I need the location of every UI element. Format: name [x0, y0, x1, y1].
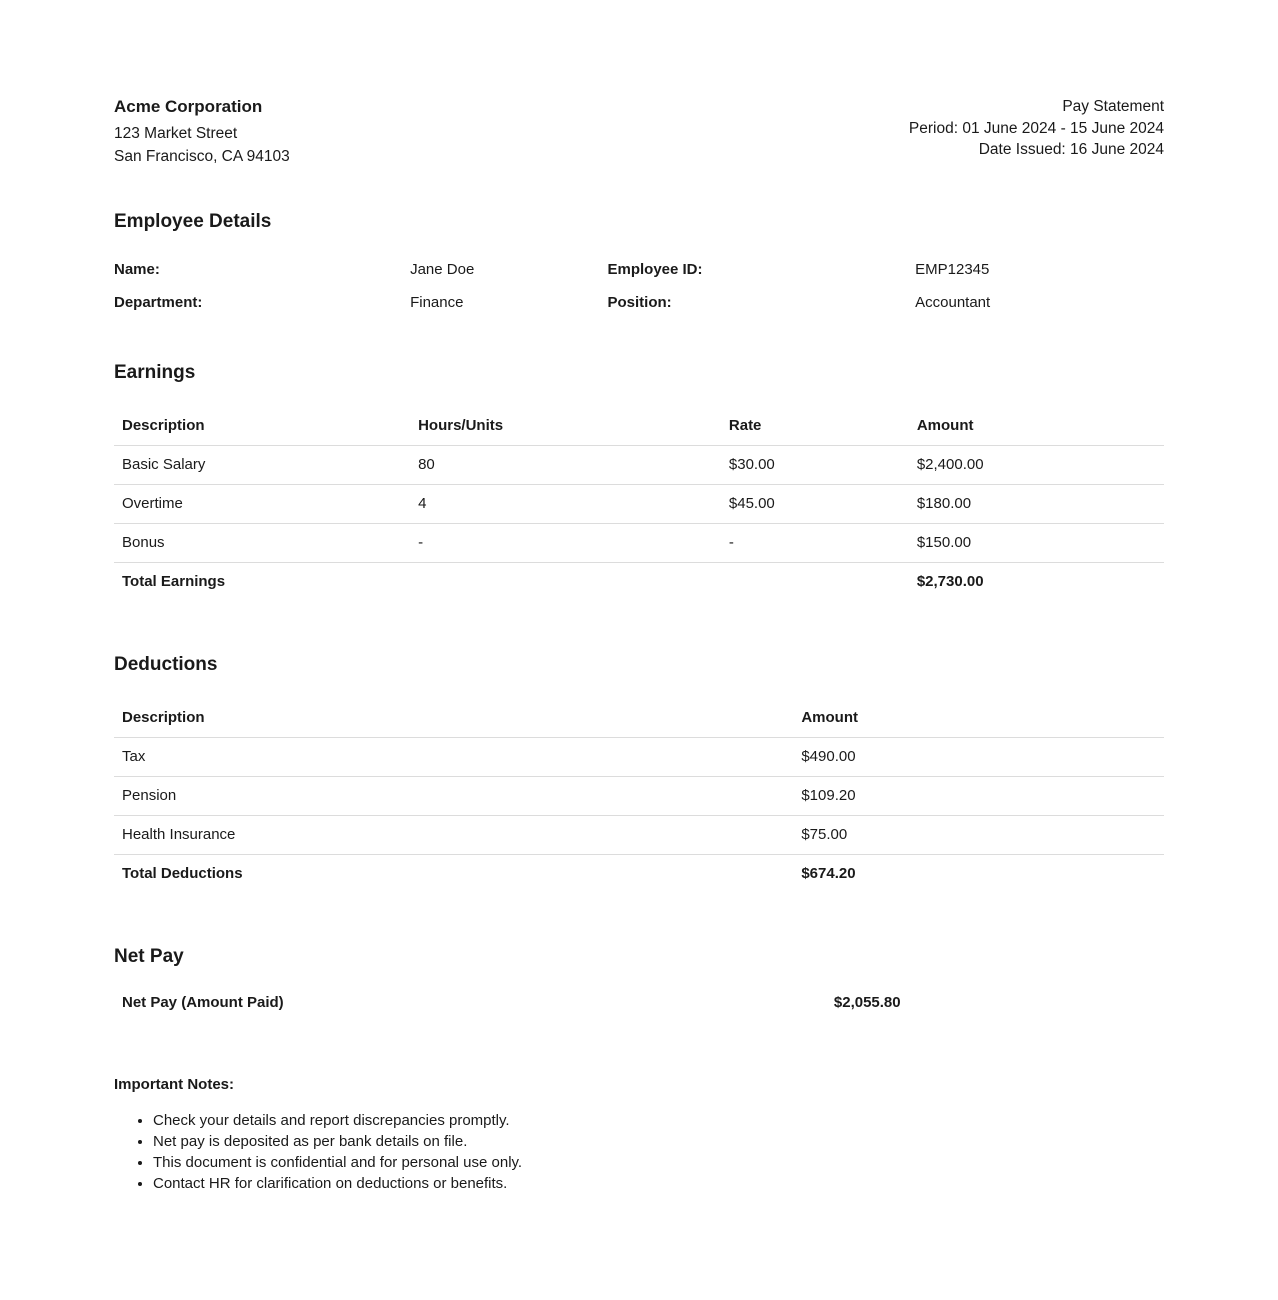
cell-description: Tax — [114, 738, 793, 777]
earnings-header-row — [114, 407, 1164, 446]
earnings-total-label: Total Earnings — [122, 573, 226, 590]
statement-date-issued: Date Issued: 16 June 2024 — [978, 141, 1164, 158]
deductions-row-pension — [114, 777, 1164, 816]
deductions-total-label: Total Deductions — [122, 865, 243, 882]
deductions-total-row — [114, 855, 1164, 894]
deductions-table — [114, 699, 1164, 893]
cell-description: Health Insurance — [114, 816, 793, 855]
company-address-line1: 123 Market Street — [114, 125, 238, 142]
cell-amount: $150.00 — [909, 524, 1164, 563]
cell-rate: $45.00 — [721, 485, 909, 524]
cell-description: Basic Salary — [114, 446, 410, 485]
deductions-row-tax — [114, 738, 1164, 777]
employee-department-value: Finance — [410, 294, 464, 311]
deductions-row-health-insurance — [114, 816, 1164, 855]
note-item: • Contact HR for clarification on deductions or benefits. — [153, 1173, 1164, 1194]
earnings-col-rate: Rate — [721, 407, 909, 446]
cell-hours-units: - — [410, 524, 721, 563]
earnings-row-overtime — [114, 485, 1164, 524]
cell-hours-units: 80 — [410, 446, 721, 485]
net-pay-amount: $2,055.80 — [833, 994, 901, 1011]
company-address — [114, 122, 290, 168]
earnings-total-row — [114, 563, 1164, 602]
important-notes-list — [114, 1110, 1164, 1194]
employee-position-label: Position: — [607, 294, 672, 311]
cell-amount: $2,400.00 — [909, 446, 1164, 485]
earnings-col-description: Description — [114, 407, 410, 446]
earnings-row-bonus — [114, 524, 1164, 563]
statement-meta-block — [909, 96, 1164, 161]
employee-id-value: EMP12345 — [915, 261, 990, 278]
earnings-total-amount: $2,730.00 — [916, 573, 984, 590]
deductions-col-description: Description — [114, 699, 793, 738]
employee-details-grid — [114, 260, 1164, 313]
empty-cell — [410, 563, 721, 602]
company-address-line2: San Francisco, CA 94103 — [114, 148, 290, 165]
cell-amount: $109.20 — [793, 777, 1164, 816]
net-pay-table — [114, 981, 1164, 1025]
employee-position-value: Accountant — [915, 294, 991, 311]
net-pay-section — [114, 945, 1164, 1025]
deductions-col-amount: Amount — [793, 699, 1164, 738]
employee-details-section — [114, 210, 1164, 313]
earnings-heading: Earnings — [114, 362, 196, 383]
cell-hours-units: 4 — [410, 485, 721, 524]
note-item: • Net pay is deposited as per bank details on file. — [153, 1131, 1164, 1152]
cell-amount: $490.00 — [793, 738, 1164, 777]
cell-description: Pension — [114, 777, 793, 816]
earnings-table — [114, 407, 1164, 601]
document-header — [114, 96, 1164, 168]
earnings-section — [114, 361, 1164, 601]
net-pay-row — [114, 981, 1164, 1025]
employee-id-label: Employee ID: — [607, 261, 703, 278]
deductions-header-row — [114, 699, 1164, 738]
net-pay-heading: Net Pay — [114, 946, 184, 967]
note-item: • This document is confidential and for personal use only. — [153, 1152, 1164, 1173]
note-item: • Check your details and report discrepancies promptly. — [153, 1110, 1164, 1131]
statement-title: Pay Statement — [1062, 98, 1164, 115]
cell-rate: $30.00 — [721, 446, 909, 485]
cell-rate: - — [721, 524, 909, 563]
employee-details-heading: Employee Details — [114, 211, 272, 232]
earnings-row-basic-salary — [114, 446, 1164, 485]
employee-name-value: Jane Doe — [410, 261, 475, 278]
earnings-col-hours-units: Hours/Units — [410, 407, 721, 446]
employee-name-label: Name: — [114, 261, 160, 278]
deductions-heading: Deductions — [114, 654, 218, 675]
cell-description: Bonus — [114, 524, 410, 563]
important-notes-section — [114, 1075, 1164, 1194]
company-block — [114, 96, 290, 168]
empty-cell — [721, 563, 909, 602]
important-notes-heading: Important Notes: — [114, 1076, 234, 1093]
statement-period: Period: 01 June 2024 - 15 June 2024 — [908, 119, 1164, 137]
cell-amount: $75.00 — [793, 816, 1164, 855]
employee-department-label: Department: — [114, 294, 203, 311]
net-pay-label: Net Pay (Amount Paid) — [122, 994, 284, 1011]
cell-amount: $180.00 — [909, 485, 1164, 524]
earnings-col-amount: Amount — [909, 407, 1164, 446]
deductions-section — [114, 653, 1164, 893]
company-name: Acme Corporation — [114, 97, 263, 116]
cell-description: Overtime — [114, 485, 410, 524]
deductions-total-amount: $674.20 — [801, 865, 856, 882]
